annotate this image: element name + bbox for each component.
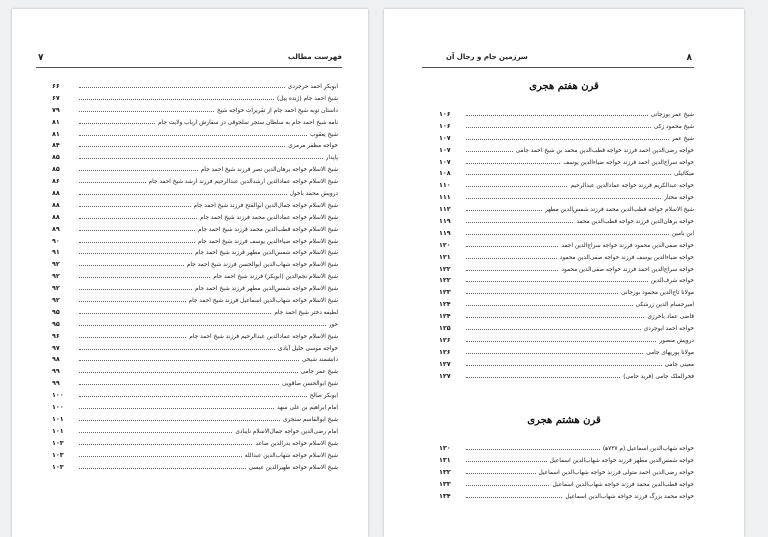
toc-entry: [52, 163, 338, 175]
toc-entry-title: خواجه صفی‌الدین محمود فرزند خواجه سراج‌الدین احمد: [561, 242, 694, 249]
dot-leader: [79, 139, 285, 147]
toc-entry-title: امام ابراهیم بن علی سهد: [277, 405, 338, 412]
dot-leader: [466, 478, 549, 486]
dot-leader: [466, 358, 662, 366]
toc-entry: [439, 239, 694, 251]
dot-leader: [79, 116, 155, 124]
toc-page-number: ۹۲: [52, 272, 60, 281]
dot-leader: [79, 330, 186, 338]
toc-page-number: ۱۳۰: [439, 444, 451, 452]
dot-leader: [466, 442, 600, 450]
toc-entry: [439, 346, 694, 358]
toc-entry: [439, 478, 694, 490]
dot-leader: [466, 334, 656, 342]
dot-leader: [79, 306, 271, 314]
toc-entry: [52, 425, 338, 437]
toc-entry-title: امیرحسام الدین زرشکی: [635, 302, 694, 309]
toc-entry: [52, 270, 338, 282]
toc-page-number: ۱۲۴: [439, 312, 451, 321]
toc-page-number: ۹۲: [52, 284, 60, 293]
dot-leader: [79, 425, 232, 433]
toc-entry-title: دانشمند شیخی: [301, 357, 338, 364]
toc-entry-title: درویش منصور: [659, 337, 694, 344]
toc-entry-title: نامه شیخ احمد جام به سلطان سنجر سلجوقی در سفارش ارباب ولایت جام: [158, 119, 338, 126]
dot-leader: [466, 167, 671, 175]
dot-leader: [466, 132, 669, 140]
toc-entry: [52, 413, 338, 425]
toc-entry-title: شیخ ابوالحسن صاقویی: [282, 381, 338, 388]
dot-leader: [79, 294, 186, 302]
page-number: ۸: [686, 53, 692, 63]
toc-entry-title: شیخ الاسلام خواجه شهاب‌الدین اسماعیل فرزند شیخ احمد جام: [188, 298, 338, 305]
dot-leader: [79, 128, 307, 136]
toc-entry-title: شیخ عمر جامی: [300, 369, 338, 376]
toc-entry: [52, 282, 338, 294]
toc-entry-title: شیخ الاسلام خواجه جمال‌الدین ابوالفتح فرزند شیخ احمد جام: [193, 202, 338, 209]
toc-entry-title: شیخ الاسلام خواجه برهان‌الدین نصر فرزند شیخ احمد جام: [200, 167, 338, 174]
toc-entry: [439, 490, 694, 502]
dot-leader: [466, 286, 618, 294]
toc-entry: [52, 401, 338, 413]
dot-leader: [466, 179, 567, 187]
toc-page-number: ۸۱: [52, 117, 60, 126]
toc-entry-title: شیخ الاسلام خواجه عمادالدین ارشدالدین عبدالرحیم فرزند ارشد شیخ احمد جام: [148, 179, 338, 186]
toc-entry-title: خواجه موسی خلیل آبادی: [278, 345, 338, 352]
toc-page-number: ۱۱۹: [439, 228, 451, 237]
toc-entry-title: شیخ یعقوب: [310, 131, 338, 138]
toc-page-number: ۹۹: [52, 379, 60, 388]
dot-leader: [466, 274, 648, 282]
toc-page-number: ۶۶: [52, 82, 60, 90]
toc-entry-title: ابوبکر احمد حرجردی: [287, 84, 338, 90]
toc-entry-title: خواجه رضی‌الدین احمد متولی فرزند خواجه شهاب‌الدین اسماعیل: [538, 469, 694, 476]
toc-entry: [52, 211, 338, 223]
toc-entry: [52, 116, 338, 128]
toc-page-number: ۱۰۳: [52, 450, 64, 459]
toc-entry: [52, 449, 338, 461]
toc-entry-title: شیخ محمود زکی: [653, 123, 694, 130]
toc-page-number: ۱۳۲: [439, 467, 451, 476]
toc-entry: [52, 235, 338, 247]
dot-leader: [466, 156, 560, 164]
toc-entry: [52, 342, 338, 354]
dot-leader: [79, 282, 192, 290]
toc-entry: [439, 274, 694, 286]
toc-page-number: ۹۸: [52, 355, 60, 364]
toc-entry-title: شیخ الاسلام خواجه قطب‌الدین محمد فرزند شیخ احمد جام: [198, 226, 338, 233]
toc-entry: [439, 310, 694, 322]
toc-entry-title: شیخ الاسلام خواجه شمس‌الدین مطهر فرزند شیخ احمد جام: [195, 250, 338, 257]
toc-entry-title: ابن یامین: [671, 230, 694, 237]
toc-page-number: ۹۲: [52, 260, 60, 269]
toc-page-number: ۱۱۹: [439, 217, 451, 226]
toc-entry-title: شیخ الاسلام خواجه ضیاءالدین یوسف فرزند شیخ احمد جام: [197, 238, 338, 245]
toc-page-number: ۱۲۶: [439, 335, 451, 344]
toc-entry: [52, 187, 338, 199]
toc-entry: [439, 144, 694, 156]
dot-leader: [79, 318, 326, 326]
toc-entry-title: شیخ الاسلام خواجه عمادالدین عبدالرحیم فرزند شیخ احمد جام: [189, 333, 338, 340]
toc-entry: [439, 442, 694, 454]
section-heading: قرن هشتم هجری: [527, 415, 601, 426]
toc-entry-title: لطیفه دختر شیخ احمد جام: [274, 309, 338, 316]
dot-leader: [79, 246, 192, 254]
toc-page-number: ۱۰۷: [439, 157, 451, 166]
dot-leader: [79, 187, 287, 195]
dot-leader: [466, 120, 651, 128]
dot-leader: [466, 466, 536, 474]
toc-entry: [52, 306, 338, 318]
toc-page-number: ۸۸: [52, 200, 60, 209]
toc-entry: [52, 223, 338, 235]
left-page: [12, 9, 368, 537]
dot-leader: [466, 490, 562, 498]
toc-entry: [439, 370, 694, 382]
dot-leader: [79, 413, 280, 421]
toc-page-number: ۹۰: [52, 236, 60, 245]
toc-entry-title: خواجه قطب‌الدین محمد فرزند خواجه شهاب‌الدین اسماعیل: [552, 481, 694, 488]
running-header-title: سرزمین جام و رجال آن: [446, 53, 528, 61]
toc-page-number: ۱۰۶: [439, 121, 451, 130]
dot-leader: [79, 151, 323, 159]
toc-entry: [439, 298, 694, 310]
toc-page-number: ۱۳۱: [439, 455, 451, 464]
toc-entry: [439, 132, 694, 144]
toc-entry: [52, 258, 338, 270]
toc-entry: [52, 139, 338, 151]
toc-page-number: ۱۲۵: [439, 324, 451, 333]
toc-entry-title: خواجه مختار: [664, 195, 694, 202]
toc-page-number: ۱۰۷: [439, 145, 451, 154]
dot-leader: [79, 377, 279, 385]
dot-leader: [466, 144, 513, 152]
toc-entry-title: خواجه مظفر مرمزی: [288, 143, 338, 150]
toc-entry-title: شیخ الاسلام خواجه ظهیرالدین عیسی: [248, 464, 338, 471]
toc-page-number: ۱۲۲: [439, 264, 451, 273]
toc-entry: [439, 215, 694, 227]
toc-entry-title: شیخ الاسلام خواجه قطب‌الدین محمد فرزند شمس‌الدین مطهر: [544, 207, 694, 214]
toc-entry: [52, 330, 338, 342]
toc-entry: [52, 92, 338, 104]
toc-page-number: ۱۲۶: [439, 347, 451, 356]
toc-page-number: ۱۰۸: [439, 169, 451, 178]
toc-entry: [439, 251, 694, 263]
toc-list: [439, 442, 694, 501]
toc-entry: [52, 294, 338, 306]
page-number: ۷: [38, 53, 44, 63]
toc-entry-title: خواجه احمد ابوجردی: [643, 326, 694, 333]
dot-leader: [79, 437, 252, 445]
toc-page-number: ۱۰۰: [52, 391, 64, 400]
toc-entry: [52, 199, 338, 211]
toc-page-number: ۸۱: [52, 129, 60, 138]
toc-entry: [52, 318, 338, 330]
toc-page-number: ۹۱: [52, 248, 60, 257]
toc-list: [439, 108, 694, 381]
toc-entry: [439, 120, 694, 132]
toc-entry-title: معینی جامی: [664, 361, 694, 368]
toc-entry: [439, 322, 694, 334]
toc-entry: [52, 353, 338, 365]
toc-page-number: ۹۷: [52, 343, 60, 352]
running-header: [36, 53, 342, 68]
toc-entry: [439, 358, 694, 370]
dot-leader: [79, 389, 307, 397]
dot-leader: [79, 104, 214, 112]
toc-page-number: ۱۰۷: [439, 133, 451, 142]
dot-leader: [466, 108, 648, 116]
toc-page-number: ۱۰۳: [52, 438, 64, 447]
dot-leader: [79, 270, 210, 278]
toc-entry-title: شیخ الاسلام خواجه بدرالدین صاعد: [255, 440, 338, 447]
toc-entry-title: خواجه سراج‌الدین احمد فرزند خواجه ضیاءالدین یوسف: [563, 159, 694, 166]
toc-entry-title: شیخ الاسلام خواجه شمس‌الدین مطهر فرزند شیخ احمد جام: [195, 286, 338, 293]
toc-entry-title: شیخ الاسلام خواجه عمادالدین محمد فرزند شیخ احمد جام: [200, 214, 338, 221]
dot-leader: [466, 251, 557, 259]
toc-entry: [439, 108, 694, 120]
toc-entry-title: درویش محمد باخول: [289, 191, 338, 198]
toc-page-number: ۱۰۱: [52, 426, 64, 435]
toc-entry-title: میکائیلی: [674, 171, 694, 178]
dot-leader: [79, 401, 274, 409]
dot-leader: [79, 353, 299, 361]
toc-entry: [52, 128, 338, 140]
toc-entry-title: ابوبکر صالح: [309, 393, 338, 400]
toc-entry: [439, 334, 694, 346]
toc-page-number: ۱۲۳: [439, 288, 451, 297]
toc-entry: [52, 80, 338, 92]
section-heading: قرن هفتم هجری: [529, 81, 599, 92]
right-page: [384, 9, 744, 537]
toc-entry: [52, 389, 338, 401]
toc-entry-title: فخرالملک جامی (فرید جامی): [623, 373, 694, 380]
toc-entry: [439, 191, 694, 203]
toc-page-number: ۸۶: [52, 177, 60, 186]
toc-entry-title: خواجه ضیاءالدین یوسف فرزند خواجه صفی‌الدین محمود: [559, 254, 694, 261]
dot-leader: [466, 227, 669, 235]
dot-leader: [79, 365, 298, 373]
toc-entry: [52, 246, 338, 258]
dot-leader: [79, 163, 198, 171]
toc-page-number: ۸۵: [52, 165, 60, 174]
toc-entry-title: شیخ الاسلام خواجه شهاب‌الدین ابوالحسن فرزند شیخ احمد جام: [186, 262, 338, 269]
toc-entry-title: خواجه برهان‌الدین فرزند خواجه قطب‌الدین محمد: [576, 219, 694, 226]
toc-page-number: ۱۰۰: [52, 403, 64, 412]
toc-entry: [439, 454, 694, 466]
toc-page-number: ۱۰۱: [52, 414, 64, 423]
toc-page-number: ۷۹: [52, 105, 60, 114]
toc-entry-title: شیخ الاسلام خواجه شهاب‌الدین عبدالله: [244, 452, 338, 459]
toc-entry: [439, 203, 694, 215]
toc-page-number: ۸۸: [52, 212, 60, 221]
toc-entry-title: شیخ احمد جام (ژنده پیل): [276, 95, 338, 102]
toc-entry-title: حور: [328, 321, 338, 328]
toc-entry-title: امام رضی‌الدین خواجه جمال‌الاسلام نایبادی: [235, 428, 338, 435]
toc-entry: [52, 104, 338, 116]
running-header: [422, 53, 694, 68]
toc-page-number: ۱۲۴: [439, 300, 451, 309]
toc-entry: [52, 175, 338, 187]
toc-entry: [439, 156, 694, 168]
dot-leader: [79, 461, 246, 469]
dot-leader: [466, 263, 558, 271]
toc-page-number: ۱۲۰: [439, 240, 451, 249]
dot-leader: [466, 310, 644, 318]
toc-page-number: ۱۳۳: [439, 479, 451, 488]
dot-leader: [466, 298, 633, 306]
toc-page-number: ۹۹: [52, 367, 60, 376]
toc-page-number: ۹۲: [52, 296, 60, 305]
toc-entry: [439, 263, 694, 275]
dot-leader: [79, 80, 285, 88]
toc-list: [52, 80, 338, 472]
dot-leader: [466, 322, 641, 330]
dot-leader: [466, 215, 573, 223]
dot-leader: [79, 199, 191, 207]
dot-leader: [79, 235, 195, 243]
toc-entry-title: مولانا تاج‌الدین محمود بوزجانی: [621, 290, 694, 297]
toc-page-number: ۱۱۰: [439, 181, 451, 190]
toc-entry-title: خواجه شرف‌الدین: [650, 278, 694, 285]
toc-page-number: ۹۵: [52, 307, 60, 316]
dot-leader: [466, 346, 643, 354]
toc-page-number: ۱۲۷: [439, 371, 451, 380]
dot-leader: [79, 449, 242, 457]
toc-page-number: ۱۲۷: [439, 359, 451, 368]
toc-entry-title: پاپدار: [325, 155, 338, 162]
toc-entry: [439, 286, 694, 298]
toc-page-number: ۸۹: [52, 224, 60, 233]
toc-page-number: ۱۳۴: [439, 491, 451, 500]
toc-page-number: ۱۲۱: [439, 252, 451, 261]
dot-leader: [79, 342, 275, 350]
dot-leader: [466, 370, 620, 378]
toc-entry: [52, 151, 338, 163]
dot-leader: [79, 211, 197, 219]
toc-entry: [439, 227, 694, 239]
toc-entry-title: خواجه سراج‌الدین احمد فرزند خواجه صفی‌الدین محمود: [561, 266, 694, 273]
toc-page-number: ۸۵: [52, 153, 60, 162]
toc-entry-title: قاضی عماد باخرزی: [647, 314, 694, 321]
toc-entry-title: خواجه شهاب‌الدین اسماعیل (م ۷۳۷ه‍): [602, 446, 694, 452]
toc-page-number: ۱۲۲: [439, 276, 451, 285]
dot-leader: [466, 203, 542, 211]
toc-page-number: ۱۰۶: [439, 110, 451, 118]
toc-entry: [52, 461, 338, 473]
toc-page-number: ۹۵: [52, 319, 60, 328]
toc-page-number: ۶۷: [52, 93, 60, 102]
toc-entry: [439, 167, 694, 179]
toc-page-number: ۸۴: [52, 141, 60, 150]
toc-page-number: ۱۱۲: [439, 205, 451, 214]
toc-entry: [52, 377, 338, 389]
running-header-title: فهرست مطالب: [287, 53, 342, 61]
toc-entry: [52, 365, 338, 377]
dot-leader: [466, 454, 547, 462]
toc-entry-title: شیخ عمر: [671, 135, 694, 142]
toc-page-number: ۱۱۱: [439, 193, 451, 202]
toc-page-number: ۱۰۳: [52, 462, 64, 471]
toc-entry-title: مولانا پوریهای جامی: [646, 349, 694, 356]
toc-page-number: ۹۶: [52, 331, 60, 340]
toc-entry: [52, 437, 338, 449]
toc-entry-title: شیخ عمر بوزجانی: [650, 112, 694, 118]
dot-leader: [466, 191, 661, 199]
toc-entry: [439, 466, 694, 478]
toc-entry-title: شیخ الاسلام نجم‌الدین (ابوبکر) فرزند شیخ احمد جام: [213, 274, 338, 281]
dot-leader: [79, 175, 146, 183]
dot-leader: [79, 223, 195, 231]
toc-entry-title: خواجه رضی‌الدین احمد فرزند خواجه قطب‌الدین محمد بن شیخ احمد جامی: [515, 147, 694, 154]
toc-entry-title: داستان توبه شیخ احمد جام از تقریرات خواجه شیخ: [216, 107, 338, 114]
toc-entry: [439, 179, 694, 191]
toc-entry-title: خواجه محمد بزرگ فرزند خواجه شهاب‌الدین اسماعیل: [565, 493, 694, 500]
dot-leader: [79, 258, 184, 266]
toc-page-number: ۸۸: [52, 189, 60, 198]
toc-entry-title: شیخ ابوالقاسم سنجری: [282, 416, 338, 423]
dot-leader: [79, 92, 274, 100]
toc-entry-title: خواجه شمس‌الدین مطهر فرزند خواجه شهاب‌الدین اسماعیل: [549, 457, 694, 464]
toc-entry-title: خواجه عبدالکریم فرزند خواجه عمادالدین عبدالرحیم: [570, 183, 694, 190]
dot-leader: [466, 239, 558, 247]
